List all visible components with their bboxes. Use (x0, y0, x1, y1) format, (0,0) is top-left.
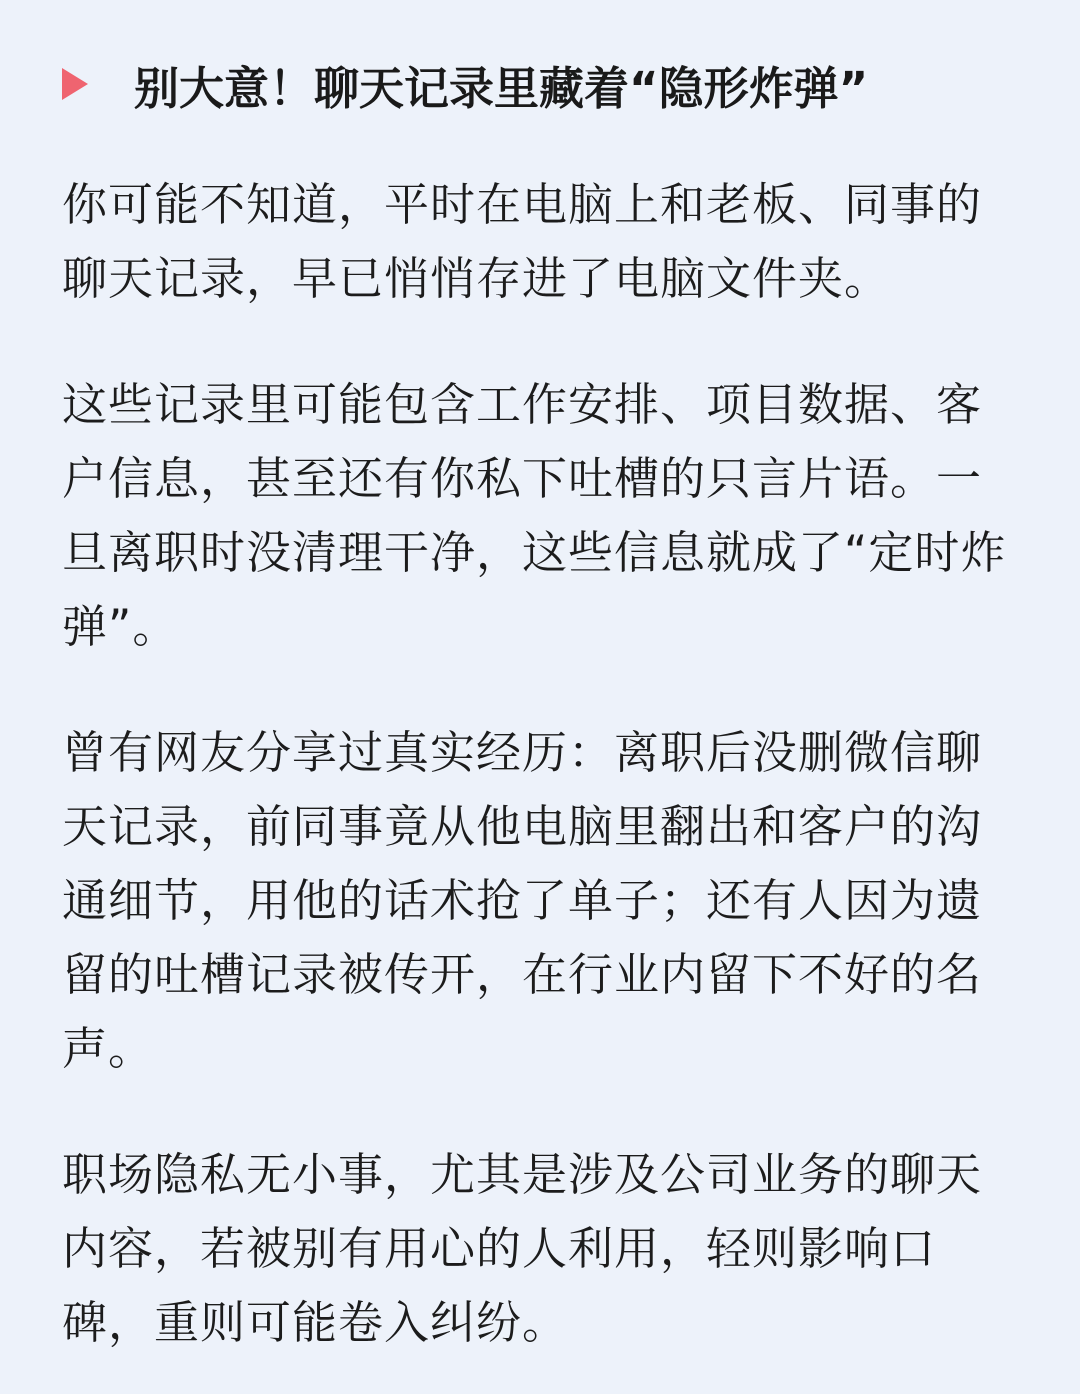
paragraph-risk: 这些记录里可能包含工作安排、项目数据、客户信息，甚至还有你私下吐槽的只言片语。一旦离职时没清理干净，这些信息就成了“定时炸弹”。 (62, 378, 1007, 653)
paragraph-example: 曾有网友分享过真实经历：离职后没删微信聊天记录，前同事竟从他电脑里翻出和客户的沟通细节，用他的话术抢了单子；还有人因为遗留的吐槽记录被传开，在行业内留下不好的名声。 (62, 726, 983, 1075)
heading-title: 别大意！聊天记录里藏着“隐形炸弹” (134, 61, 869, 115)
section-heading (62, 52, 1022, 116)
paragraph-conclusion: 职场隐私无小事，尤其是涉及公司业务的聊天内容，若被别有用心的人利用，轻则影响口碑，重则可能卷入纠纷。 (62, 1148, 983, 1349)
paragraph-intro: 你可能不知道，平时在电脑上和老板、同事的聊天记录，早已悄悄存进了电脑文件夹。 (62, 178, 983, 305)
play-triangle-icon (62, 68, 88, 100)
